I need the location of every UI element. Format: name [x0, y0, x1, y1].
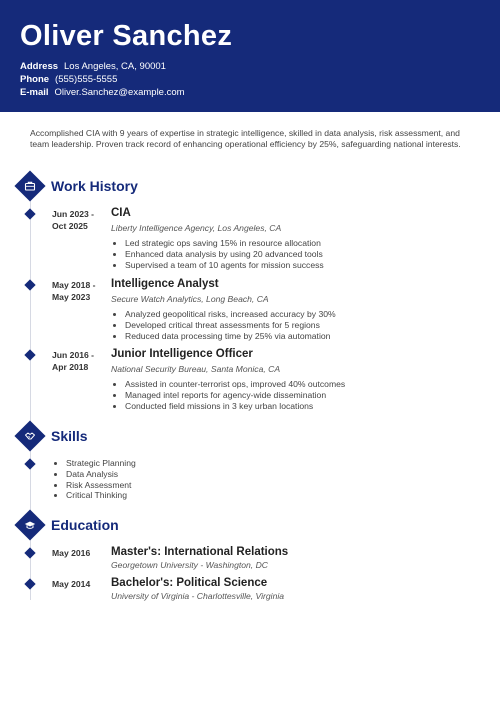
job-title: Intelligence Analyst: [111, 278, 219, 290]
contact-address: [20, 61, 166, 72]
contact-phone: [20, 74, 117, 85]
timeline-marker: [24, 458, 35, 469]
professional-summary: Accomplished CIA with 9 years of expertise in strategic intelligence, skilled in data analysis, risk assessment, and team leadership. Proven track record of enhancing operational efficiency by 25%, safeguarding national interests.: [30, 128, 461, 150]
job-date: [52, 350, 94, 373]
phone-value: (555)555-5555: [55, 74, 118, 85]
education-degree: Bachelor's: Political Science: [111, 577, 268, 589]
job-bullet: • Developed critical threat assessments for 5 regions: [125, 320, 336, 331]
education-degree: Master's: International Relations: [111, 546, 289, 558]
timeline-marker: [24, 279, 35, 290]
education-date: May 2014: [52, 579, 91, 589]
skills-list: [52, 458, 136, 501]
job-bullets: [111, 238, 324, 270]
job-date-start: Jun 2023 -: [52, 209, 95, 219]
skill-item: • Critical Thinking: [66, 490, 136, 501]
job-bullets: [111, 309, 336, 341]
job-organization: Liberty Intelligence Agency, Los Angeles, CA: [111, 223, 282, 233]
job-date-end: Oct 2025: [52, 220, 88, 231]
job-organization: National Security Bureau, Santa Monica, CA: [111, 364, 281, 374]
timeline-marker: [24, 578, 35, 589]
job-bullet: • Led strategic ops saving 15% in resource allocation: [125, 238, 324, 249]
briefcase-icon: [14, 170, 45, 201]
contact-email: [20, 87, 185, 98]
job-bullet: • Assisted in counter-terrorist ops, improved 40% outcomes: [125, 379, 345, 390]
education-school: University of Virginia - Charlottesville, Virginia: [111, 591, 285, 601]
email-label: E-mail: [20, 87, 49, 98]
address-label: Address: [20, 61, 59, 72]
timeline-marker: [24, 349, 35, 360]
job-date: [52, 280, 95, 303]
job-title: CIA: [111, 207, 131, 219]
phone-label: Phone: [20, 74, 50, 85]
timeline-marker: [24, 208, 35, 219]
job-bullet: • Conducted field missions in 3 key urban locations: [125, 401, 345, 412]
job-title: Junior Intelligence Officer: [111, 348, 253, 360]
job-bullet: • Analyzed geopolitical risks, increased accuracy by 30%: [125, 309, 336, 320]
job-bullet: • Reduced data processing time by 25% via automation: [125, 331, 336, 342]
education-school: Georgetown University - Washington, DC: [111, 560, 268, 570]
skill-item: • Risk Assessment: [66, 480, 136, 491]
handshake-icon: [14, 420, 45, 451]
candidate-name: Oliver Sanchez: [20, 20, 233, 52]
job-date-start: Jun 2016 -: [52, 350, 95, 360]
job-date: [52, 209, 94, 232]
resume-header: [0, 0, 500, 112]
job-bullet: • Enhanced data analysis by using 20 advanced tools: [125, 249, 324, 260]
skill-item: • Strategic Planning: [66, 458, 136, 469]
job-date-end: May 2023: [52, 291, 91, 302]
section-title-work-history: Work History: [51, 178, 138, 194]
address-value: Los Angeles, CA, 90001: [64, 61, 166, 72]
job-bullets: [111, 379, 345, 411]
job-date-start: May 2018 -: [52, 280, 96, 290]
job-bullet: • Supervised a team of 10 agents for mission success: [125, 260, 324, 271]
job-date-end: Apr 2018: [52, 361, 89, 372]
education-date: May 2016: [52, 548, 91, 558]
timeline-marker: [24, 547, 35, 558]
job-bullet: • Managed intel reports for agency-wide dissemination: [125, 390, 345, 401]
job-organization: Secure Watch Analytics, Long Beach, CA: [111, 294, 269, 304]
graduation-cap-icon: [14, 509, 45, 540]
section-title-education: Education: [51, 517, 119, 533]
email-value[interactable]: Oliver.Sanchez@example.com: [54, 87, 185, 98]
skill-item: • Data Analysis: [66, 469, 136, 480]
section-title-skills: Skills: [51, 428, 88, 444]
